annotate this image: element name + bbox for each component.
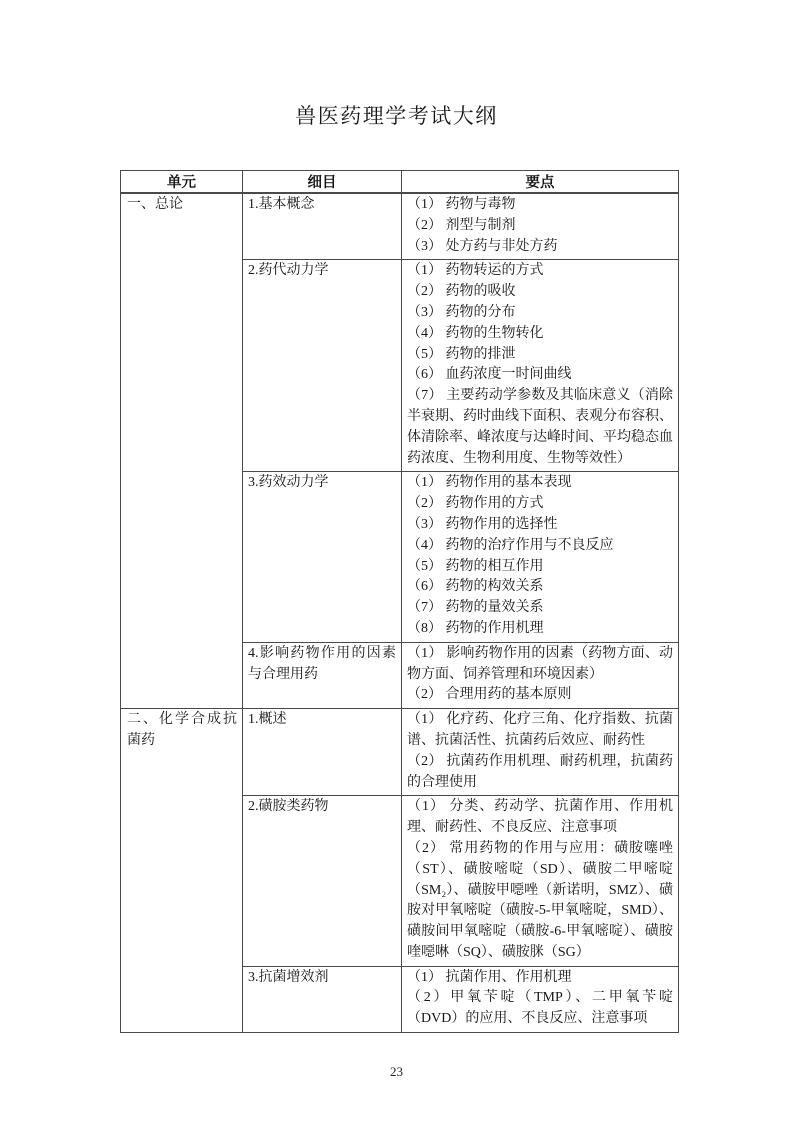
detail-cell: 1.基本概念	[243, 193, 402, 260]
point-item: （1） 药物与毒物	[407, 197, 516, 212]
unit-cell: 二、化学合成抗菌药	[121, 709, 243, 1033]
points-cell	[402, 796, 679, 966]
point-item: （1） 药物作用的基本表现	[407, 475, 572, 491]
exam-outline-table	[120, 170, 679, 1033]
point-item: （5） 药物的排泄	[407, 346, 516, 362]
points-cell	[402, 966, 679, 1032]
point-item: （1） 化疗药、化疗三角、化疗指数、抗菌谱、抗菌活性、抗菌药后效应、耐药性	[407, 712, 673, 748]
point-item: （3） 药物的分布	[407, 304, 516, 320]
point-item: （2） 合理用药的基本原则	[407, 687, 572, 703]
page-number: 23	[390, 1064, 403, 1079]
detail-cell: 3.药效动力学	[243, 472, 402, 642]
point-item: （8） 药物的作用机理	[407, 620, 544, 636]
table-header-row	[121, 171, 679, 194]
point-item: （6） 血药浓度一时间曲线	[407, 367, 572, 383]
column-header-detail: 细目	[243, 171, 402, 194]
detail-cell: 3.抗菌增效剂	[243, 966, 402, 1032]
points-cell	[402, 472, 679, 642]
table-row	[121, 193, 679, 260]
column-header-unit: 单元	[121, 171, 243, 194]
points-cell	[402, 260, 679, 472]
page-title: 兽医药理学考试大纲	[295, 104, 498, 128]
points-cell	[402, 709, 679, 796]
point-item: （2） 剂型与制剂	[407, 217, 516, 233]
table-body	[121, 193, 679, 1033]
point-item: （2） 常用药物的作用与应用：磺胺噻唑（ST）、磺胺嘧啶（SD）、磺胺二甲嘧啶（SM₂）、磺胺甲噁唑（新诺明，SMZ）、磺胺对甲氧嘧啶（磺胺-5-甲氧嘧啶，SMD）、磺胺间甲氧嘧啶（磺胺-6-甲氧嘧啶）、磺胺喹噁啉（SQ）、磺胺脒（SG）	[407, 840, 673, 960]
detail-cell: 4.影响药物作用的因素与合理用药	[243, 642, 402, 708]
point-item: （1） 分类、药动学、抗菌作用、作用机理、耐药性、不良反应、注意事项	[407, 799, 673, 836]
point-item: （2） 药物的吸收	[407, 284, 516, 300]
point-item: （2）甲氧苄啶（TMP）、二甲氧苄啶（DVD）的应用、不良反应、注意事项	[407, 990, 673, 1027]
points-cell	[402, 193, 679, 260]
point-item: （4） 药物的生物转化	[407, 325, 544, 341]
points-cell	[402, 642, 679, 708]
point-item: （2） 药物作用的方式	[407, 496, 544, 512]
point-item: （7） 药物的量效关系	[407, 600, 544, 616]
point-item: （3） 处方药与非处方药	[407, 238, 558, 254]
unit-cell: 一、总论	[121, 193, 243, 709]
point-item: （2） 抗菌药作用机理、耐药机理，抗菌药的合理使用	[407, 753, 673, 790]
point-item: （7） 主要药动学参数及其临床意义（消除半衰期、药时曲线下面积、表观分布容积、体清除率、峰浓度与达峰时间、平均稳态血药浓度、生物利用度、生物等效性）	[407, 388, 673, 466]
point-item: （1） 抗菌作用、作用机理	[407, 969, 572, 985]
point-item: （1） 影响药物作用的因素（药物方面、动物方面、饲养管理和环境因素）	[407, 645, 673, 682]
table-row	[121, 709, 679, 796]
point-item: （1） 药物转运的方式	[407, 263, 544, 279]
detail-cell: 2.磺胺类药物	[243, 796, 402, 966]
point-item: （5） 药物的相互作用	[407, 558, 544, 574]
point-item: （6） 药物的构效关系	[407, 579, 544, 595]
detail-cell: 2.药代动力学	[243, 260, 402, 472]
point-item: （3） 药物作用的选择性	[407, 516, 558, 532]
detail-cell: 1.概述	[243, 709, 402, 796]
column-header-points: 要点	[402, 171, 679, 194]
point-item: （4） 药物的治疗作用与不良反应	[407, 537, 614, 553]
